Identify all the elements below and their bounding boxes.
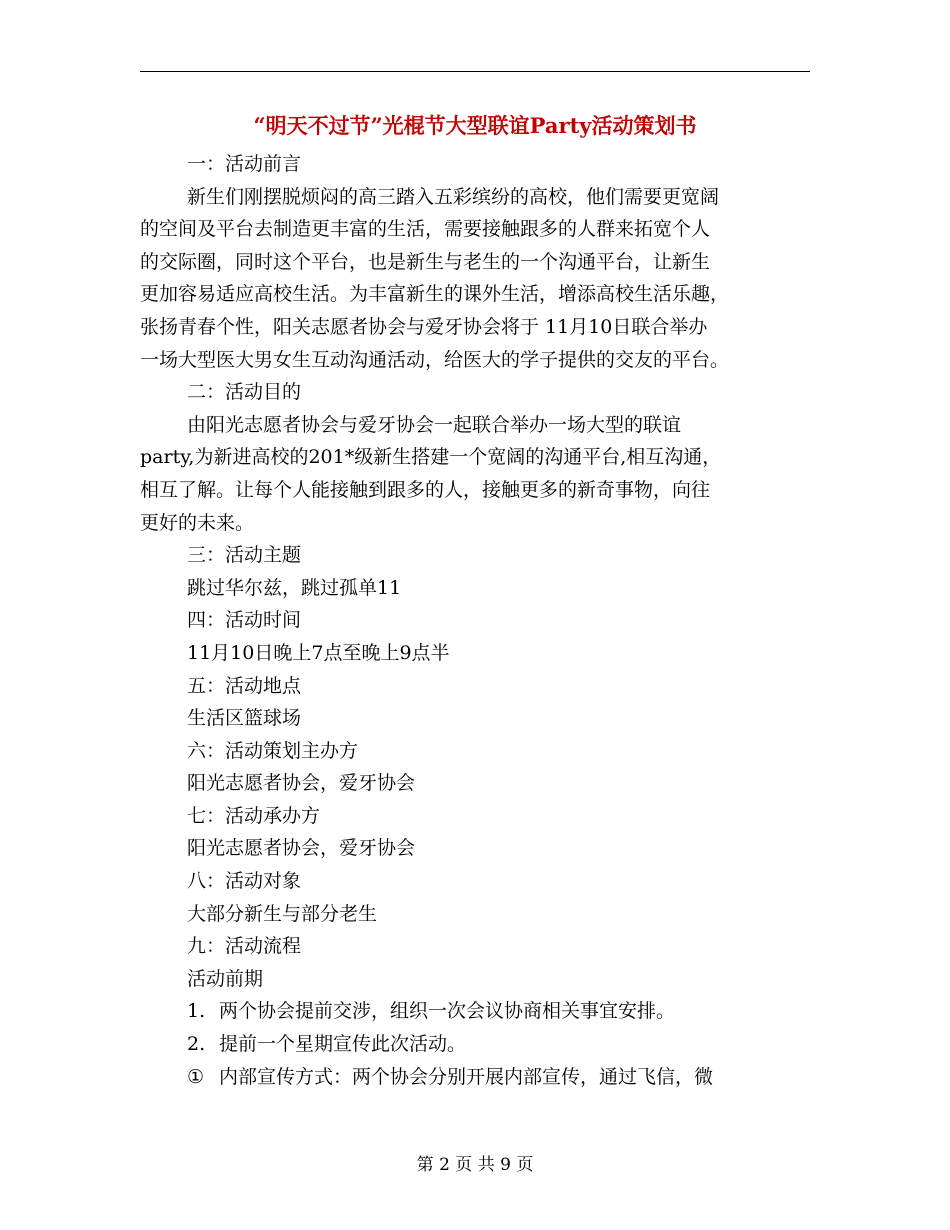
step-item (140, 1028, 810, 1061)
document-body (140, 148, 810, 1093)
step-number: 1. (187, 1000, 206, 1023)
paragraph-line: 张扬青春个性，阳关志愿者协会与爱牙协会将于 11月10日联合举办 (140, 315, 708, 338)
step-item (140, 995, 810, 1028)
section-heading: 三：活动主题 (187, 544, 302, 567)
step-text: 内部宣传方式：两个协会分别开展内部宣传，通过飞信，微 (219, 1065, 714, 1088)
section-heading: 四：活动时间 (187, 609, 302, 632)
section-value: 活动前期 (187, 967, 264, 990)
section-heading: 九：活动流程 (187, 935, 302, 958)
section-heading: 七：活动承办方 (187, 804, 321, 827)
paragraph-line: 新生们刚摆脱烦闷的高三踏入五彩缤纷的高校，他们需要更宽阔 (187, 185, 720, 208)
section-heading: 六：活动策划主办方 (187, 739, 359, 762)
section-heading: 二：活动目的 (187, 381, 302, 404)
step-text: 两个协会提前交涉，组织一次会议协商相关事宜安排。 (219, 1000, 676, 1023)
document-title: “明天不过节”光棍节大型联谊Party活动策划书 (253, 113, 697, 138)
step-number: ① (187, 1065, 205, 1088)
section-value: 生活区篮球场 (187, 707, 302, 730)
section-heading: 五：活动地点 (187, 674, 302, 697)
section-value: 11月10日晚上7点至晚上9点半 (187, 641, 450, 664)
paragraph-line: 一场大型医大男女生互动沟通活动，给医大的学子提供的交友的平台。 (140, 348, 730, 371)
section-value: 跳过华尔兹，跳过孤单11 (187, 576, 402, 599)
section-heading: 八：活动对象 (187, 870, 302, 893)
step-item (140, 1061, 810, 1094)
section-value: 阳光志愿者协会，爱牙协会 (187, 837, 416, 860)
page-number: 第 2 页 共 9 页 (416, 1155, 534, 1175)
paragraph-line: 的交际圈，同时这个平台，也是新生与老生的一个沟通平台，让新生 (140, 250, 711, 273)
step-number: 2. (187, 1033, 206, 1056)
paragraph-line: 的空间及平台去制造更丰富的生活，需要接触跟多的人群来拓宽个人 (140, 218, 711, 241)
paragraph-line: 更好的未来。 (140, 511, 255, 534)
paragraph-line: party,为新进高校的201*级新生搭建一个宽阔的沟通平台,相互沟通， (140, 446, 722, 469)
paragraph-line: 由阳光志愿者协会与爱牙协会一起联合举办一场大型的联谊 (187, 413, 682, 436)
section-value: 阳光志愿者协会，爱牙协会 (187, 772, 416, 795)
paragraph-line: 相互了解。让每个人能接触到跟多的人，接触更多的新奇事物，向往 (140, 478, 711, 501)
section-heading: 一：活动前言 (187, 153, 302, 175)
section-value: 大部分新生与部分老生 (187, 902, 378, 925)
paragraph-line: 更加容易适应高校生活。为丰富新生的课外生活，增添高校生活乐趣， (140, 283, 730, 306)
header-rule (140, 71, 810, 72)
step-text: 提前一个星期宣传此次活动。 (219, 1033, 467, 1056)
